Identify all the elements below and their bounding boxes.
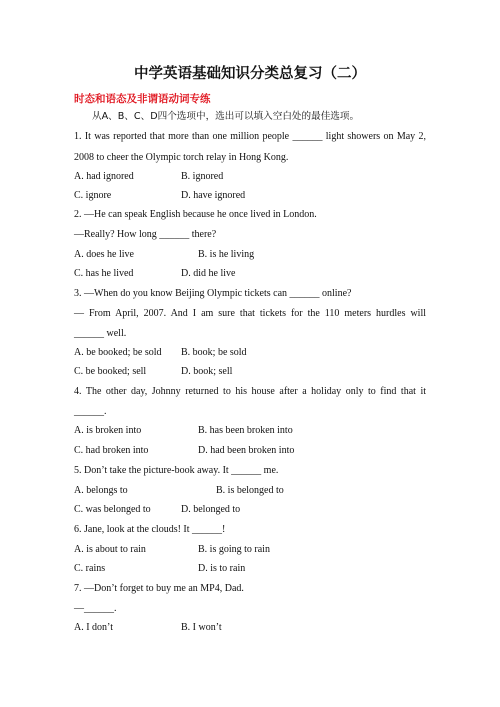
question-4-option-b: B. has been broken into <box>198 425 293 436</box>
instruction-text: 从A、B、C、D四个选项中，选出可以填入空白处的最佳选项。 <box>92 111 360 122</box>
question-7-option-a: A. I don’t <box>74 622 113 633</box>
question-1-option-d: D. have ignored <box>181 190 246 201</box>
question-2-option-d: D. did he live <box>181 268 236 279</box>
question-1-option-b: B. ignored <box>181 171 224 182</box>
question-2-stem: 2. —He can speak English because he once lived in London. <box>74 209 317 220</box>
question-2-option-c: C. has he lived <box>74 268 134 279</box>
question-5-option-d: D. belonged to <box>181 504 241 515</box>
page-title: 中学英语基础知识分类总复习（二） <box>134 66 366 82</box>
question-1-option-a: A. had ignored <box>74 171 134 182</box>
question-2-option-b: B. is he living <box>198 249 255 260</box>
question-6-option-a: A. is about to rain <box>74 544 146 555</box>
question-6-stem: 6. Jane, look at the clouds! It ______! <box>74 524 226 535</box>
question-3-option-b: B. book; be sold <box>181 347 247 358</box>
question-7-stem: 7. —Don’t forget to buy me an MP4, Dad. <box>74 583 244 594</box>
question-4-option-d: D. had been broken into <box>198 445 295 456</box>
question-1-stem: 1. It was reported that more than one million people ______ light showers on May 2, <box>74 131 426 142</box>
question-3-option-c: C. be booked; sell <box>74 366 147 377</box>
question-2-stem-cont: —Really? How long ______ there? <box>74 229 217 240</box>
question-5-option-a: A. belongs to <box>74 485 128 496</box>
question-7-stem-cont: —______. <box>74 603 117 614</box>
question-7-option-b: B. I won’t <box>181 622 222 633</box>
question-5-option-c: C. was belonged to <box>74 504 151 515</box>
section-subtitle: 时态和语态及非谓语动词专练 <box>74 93 211 105</box>
question-3-stem-cont: — From April, 2007. And I am sure that tickets for the 110 meters hurdles will <box>74 308 426 319</box>
question-6-option-d: D. is to rain <box>198 563 246 574</box>
question-2-option-a: A. does he live <box>74 249 134 260</box>
question-4-stem-cont: ______. <box>74 406 107 417</box>
question-5-option-b: B. is belonged to <box>216 485 284 496</box>
question-4-stem: 4. The other day, Johnny returned to his house after a holiday only to find that it <box>74 386 426 397</box>
question-6-option-c: C. rains <box>74 563 106 574</box>
question-3-stem: 3. —When do you know Beijing Olympic tickets can ______ online? <box>74 288 352 299</box>
question-4-option-a: A. is broken into <box>74 425 142 436</box>
question-3-option-d: D. book; sell <box>181 366 233 377</box>
question-4-option-c: C. had broken into <box>74 445 149 456</box>
question-6-option-b: B. is going to rain <box>198 544 270 555</box>
question-3-option-a: A. be booked; be sold <box>74 347 162 358</box>
question-1-option-c: C. ignore <box>74 190 112 201</box>
question-1-stem-cont: 2008 to cheer the Olympic torch relay in Hong Kong. <box>74 152 289 163</box>
question-3-stem-cont2: ______ well. <box>74 328 127 339</box>
question-5-stem: 5. Don’t take the picture-book away. It ______ me. <box>74 465 279 476</box>
